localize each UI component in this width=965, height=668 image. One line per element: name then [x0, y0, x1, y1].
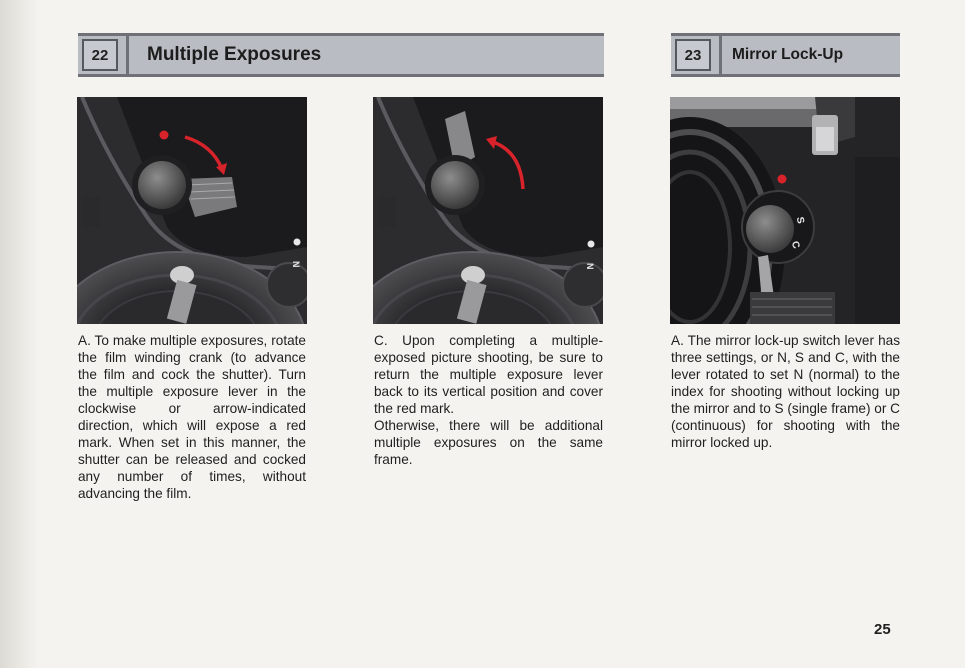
svg-text:N: N [585, 263, 595, 270]
photo-mirror-lock-up-switch [670, 97, 900, 324]
paragraph: A. To make multiple exposures, rotate the film winding crank (to advance the film and cock the shutter). Turn the multiple exposure lever in the clockwise or arrow-indicated direction, which will expose a red mark. When set in this manner, the shutter can be released and cocked any number of times, without advancing the film. [78, 333, 306, 501]
section-number: 23 [675, 39, 711, 71]
page-gutter-shadow [0, 0, 38, 668]
photo-multiple-exposure-lever-a [77, 97, 307, 324]
svg-text:N: N [291, 261, 301, 268]
text-column-multiple-exposures-a [78, 332, 306, 502]
paragraph: C. Upon completing a multiple-exposed picture shooting, be sure to return the multiple exposure lever back to its vertical position and cover the red mark. [374, 333, 603, 416]
paragraph: Otherwise, there will be additional multiple exposures on the same frame. [374, 418, 603, 467]
paragraph: A. The mirror lock-up switch lever has three settings, or N, S and C, with the lever rotated to set N (normal) to the index for shooting without locking up the mirror and to S (single frame) or C (continuous) for shooting with the mirror locked up. [671, 333, 900, 450]
red-mark-icon [778, 175, 787, 184]
section-number: 22 [82, 39, 118, 71]
section-header-multiple-exposures [78, 33, 604, 77]
photo-multiple-exposure-lever-c [373, 97, 603, 324]
svg-text:C: C [788, 239, 802, 251]
svg-text:S: S [793, 216, 806, 225]
section-title: Mirror Lock-Up [719, 36, 843, 74]
section-title: Multiple Exposures [126, 36, 321, 74]
text-column-mirror-lock-up-a [671, 332, 900, 451]
red-mark-icon [160, 131, 169, 140]
section-header-mirror-lock-up [671, 33, 900, 77]
page-number: 25 [874, 621, 891, 638]
text-column-multiple-exposures-c [374, 332, 603, 468]
